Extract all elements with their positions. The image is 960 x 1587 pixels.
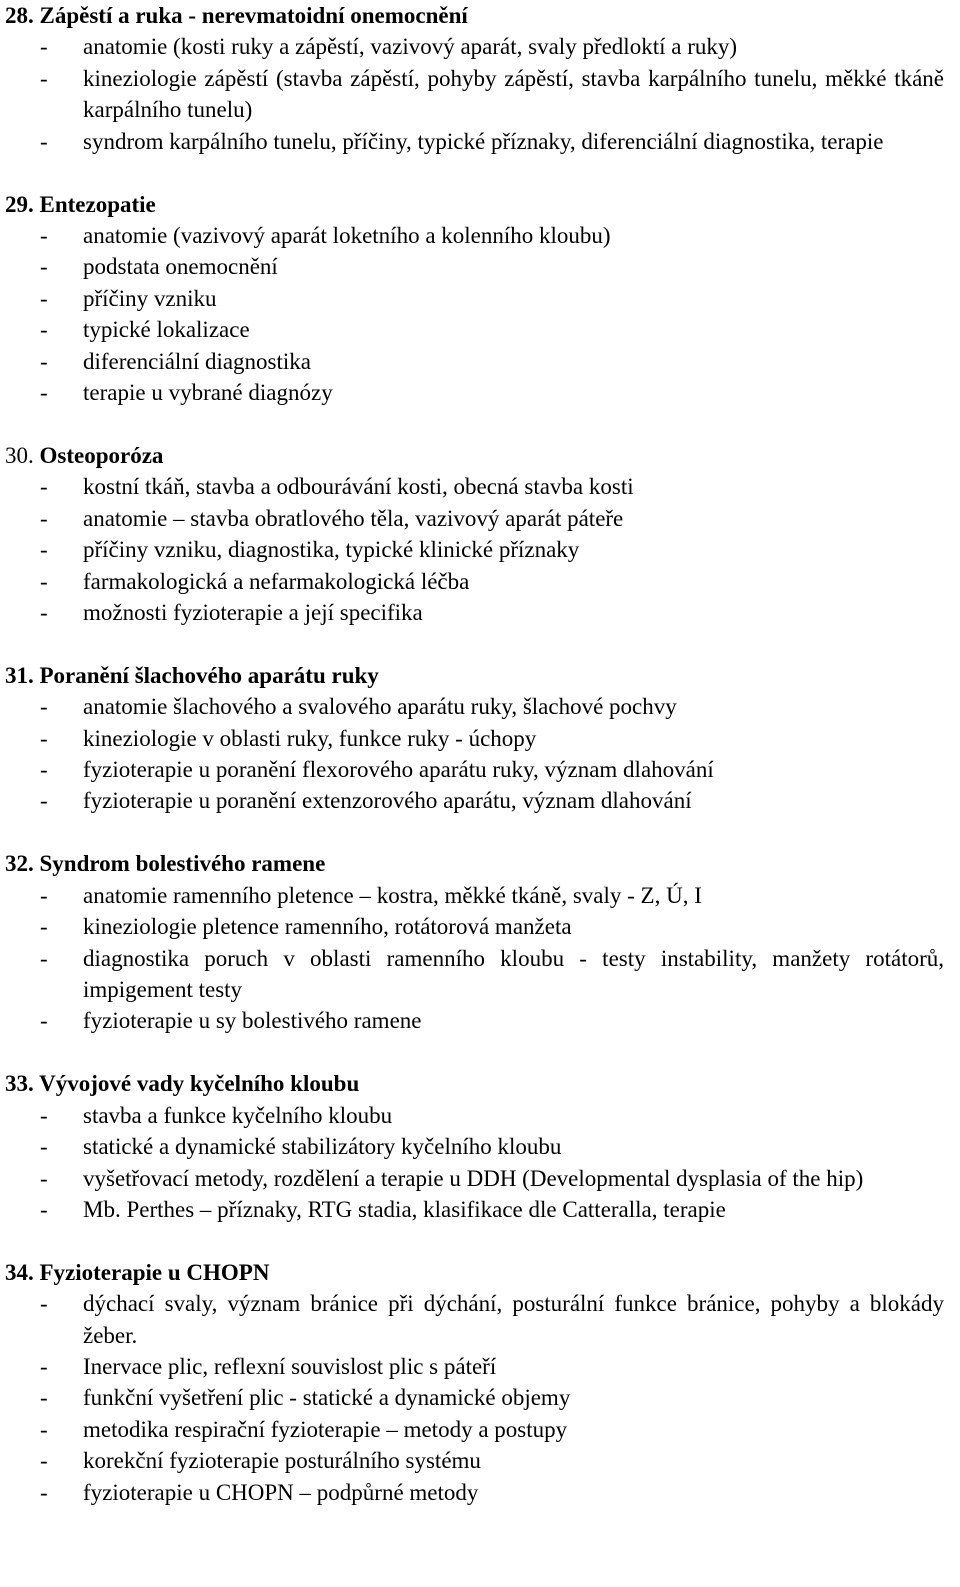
bullet-dash: - (40, 1479, 48, 1505)
bullet-dash: - (40, 222, 48, 248)
list-item-text: diagnostika poruch v oblasti ramenního kloubu - testy instability, manžety rotátorů, impigement testy (83, 945, 944, 1002)
item-list (5, 31, 944, 157)
item-list (5, 1100, 944, 1226)
list-item (5, 1351, 944, 1382)
list-item-text: Mb. Perthes – příznaky, RTG stadia, klasifikace dle Catteralla, terapie (83, 1196, 726, 1222)
bullet-dash: - (40, 599, 48, 625)
list-item (5, 566, 944, 597)
list-item (5, 597, 944, 628)
section-title: Osteoporóza (39, 442, 164, 468)
list-item (5, 723, 944, 754)
section-number: 31. (5, 662, 34, 688)
list-item-text: anatomie – stavba obratlového těla, vazivový aparát páteře (83, 505, 624, 531)
bullet-dash: - (40, 379, 48, 405)
bullet-dash: - (40, 945, 48, 971)
bullet-dash: - (40, 757, 48, 783)
list-item (5, 880, 944, 911)
section-title: Poranění šlachového aparátu ruky (39, 662, 379, 688)
list-item-text: fyzioterapie u poranění extenzorového aparátu, význam dlahování (83, 788, 692, 814)
list-item (5, 251, 944, 282)
section (5, 848, 944, 1036)
item-list (5, 471, 944, 628)
section-number: 30. (5, 442, 34, 468)
list-item (5, 314, 944, 345)
bullet-dash: - (40, 882, 48, 908)
item-list (5, 220, 944, 408)
bullet-dash: - (40, 1134, 48, 1160)
list-item-text: vyšetřovací metody, rozdělení a terapie u DDH (Developmental dysplasia of the hip) (83, 1165, 864, 1191)
list-item (5, 1194, 944, 1225)
bullet-dash: - (40, 537, 48, 563)
bullet-dash: - (40, 1196, 48, 1222)
bullet-dash: - (40, 34, 48, 60)
bullet-dash: - (40, 914, 48, 940)
section-number: 33. (5, 1071, 34, 1097)
section-heading (5, 1257, 944, 1288)
item-list (5, 691, 944, 817)
list-item (5, 126, 944, 157)
list-item-text: statické a dynamické stabilizátory kyčelního kloubu (83, 1134, 562, 1160)
list-item-text: kineziologie v oblasti ruky, funkce ruky - úchopy (83, 725, 537, 751)
section-title: Entezopatie (39, 191, 156, 217)
list-item (5, 283, 944, 314)
list-item-text: anatomie (kosti ruky a zápěstí, vazivový aparát, svaly předloktí a ruky) (83, 34, 738, 60)
list-item-text: typické lokalizace (83, 317, 250, 343)
list-item-text: stavba a funkce kyčelního kloubu (83, 1102, 393, 1128)
section (5, 1068, 944, 1225)
section-number: 28. (5, 3, 34, 28)
bullet-dash: - (40, 1008, 48, 1034)
list-item (5, 1131, 944, 1162)
list-item-text: dýchací svaly, význam bránice při dýchání, posturální funkce bránice, pohyby a blokády žeber. (83, 1291, 944, 1348)
section (5, 660, 944, 817)
section-title: Zápěstí a ruka - nerevmatoidní onemocnění (39, 3, 468, 28)
list-item-text: diferenciální diagnostika (83, 348, 312, 374)
list-item (5, 346, 944, 377)
bullet-dash: - (40, 788, 48, 814)
list-item-text: příčiny vzniku (83, 285, 217, 311)
bullet-dash: - (40, 725, 48, 751)
bullet-dash: - (40, 505, 48, 531)
bullet-dash: - (40, 1354, 48, 1380)
section-heading (5, 189, 944, 220)
section-heading (5, 848, 944, 879)
list-item-text: fyzioterapie u CHOPN – podpůrné metody (83, 1479, 479, 1505)
bullet-dash: - (40, 128, 48, 154)
list-item-text: anatomie ramenního pletence – kostra, měkké tkáně, svaly - Z, Ú, I (83, 882, 702, 908)
list-item (5, 1414, 944, 1445)
bullet-dash: - (40, 317, 48, 343)
list-item (5, 785, 944, 816)
list-item-text: korekční fyzioterapie posturálního systému (83, 1448, 481, 1474)
list-item (5, 1288, 944, 1351)
bullet-dash: - (40, 65, 48, 91)
list-item (5, 691, 944, 722)
bullet-dash: - (40, 1448, 48, 1474)
bullet-dash: - (40, 568, 48, 594)
section-heading (5, 440, 944, 471)
list-item (5, 1005, 944, 1036)
list-item (5, 377, 944, 408)
list-item (5, 31, 944, 62)
bullet-dash: - (40, 1416, 48, 1442)
list-item (5, 1477, 944, 1508)
list-item (5, 220, 944, 251)
section (5, 189, 944, 409)
bullet-dash: - (40, 1291, 48, 1317)
section-number: 32. (5, 851, 34, 877)
bullet-dash: - (40, 1385, 48, 1411)
item-list (5, 880, 944, 1037)
item-list (5, 1288, 944, 1508)
bullet-dash: - (40, 474, 48, 500)
list-item-text: kineziologie pletence ramenního, rotátorová manžeta (83, 914, 572, 940)
list-item-text: terapie u vybrané diagnózy (83, 379, 333, 405)
list-item-text: funkční vyšetření plic - statické a dynamické objemy (83, 1385, 571, 1411)
list-item-text: fyzioterapie u poranění flexorového aparátu ruky, význam dlahování (83, 757, 714, 783)
list-item (5, 943, 944, 1006)
bullet-dash: - (40, 285, 48, 311)
list-item (5, 1382, 944, 1413)
section-heading (5, 1068, 944, 1099)
list-item-text: Inervace plic, reflexní souvislost plic s páteří (83, 1354, 497, 1380)
list-item (5, 503, 944, 534)
list-item-text: možnosti fyzioterapie a její specifika (83, 599, 423, 625)
section-number: 29. (5, 191, 34, 217)
list-item (5, 754, 944, 785)
bullet-dash: - (40, 1165, 48, 1191)
section-heading (5, 660, 944, 691)
list-item-text: příčiny vzniku, diagnostika, typické klinické příznaky (83, 537, 580, 563)
list-item (5, 911, 944, 942)
list-item (5, 471, 944, 502)
section-title: Fyzioterapie u CHOPN (39, 1259, 270, 1285)
list-item (5, 1445, 944, 1476)
list-item (5, 1100, 944, 1131)
list-item-text: podstata onemocnění (83, 254, 278, 280)
list-item (5, 534, 944, 565)
list-item-text: metodika respirační fyzioterapie – metody a postupy (83, 1416, 568, 1442)
list-item (5, 1163, 944, 1194)
section-heading (5, 0, 944, 31)
bullet-dash: - (40, 254, 48, 280)
bullet-dash: - (40, 348, 48, 374)
list-item-text: kostní tkáň, stavba a odbourávání kosti, obecná stavba kosti (83, 474, 634, 500)
section (5, 0, 944, 157)
section-number: 34. (5, 1259, 34, 1285)
list-item-text: farmakologická a nefarmakologická léčba (83, 568, 470, 594)
list-item-text: anatomie šlachového a svalového aparátu ruky, šlachové pochvy (83, 694, 677, 720)
section-title: Vývojové vady kyčelního kloubu (39, 1071, 360, 1097)
section-title: Syndrom bolestivého ramene (39, 851, 326, 877)
bullet-dash: - (40, 694, 48, 720)
list-item-text: fyzioterapie u sy bolestivého ramene (83, 1008, 422, 1034)
list-item-text: syndrom karpálního tunelu, příčiny, typické příznaky, diferenciální diagnostika, terapie (83, 128, 884, 154)
list-item (5, 63, 944, 126)
list-item-text: kineziologie zápěstí (stavba zápěstí, pohyby zápěstí, stavba karpálního tunelu, měkké tkáně karpálního tunelu) (83, 65, 944, 123)
bullet-dash: - (40, 1102, 48, 1128)
list-item-text: anatomie (vazivový aparát loketního a kolenního kloubu) (83, 222, 611, 248)
section (5, 1257, 944, 1508)
section (5, 440, 944, 628)
